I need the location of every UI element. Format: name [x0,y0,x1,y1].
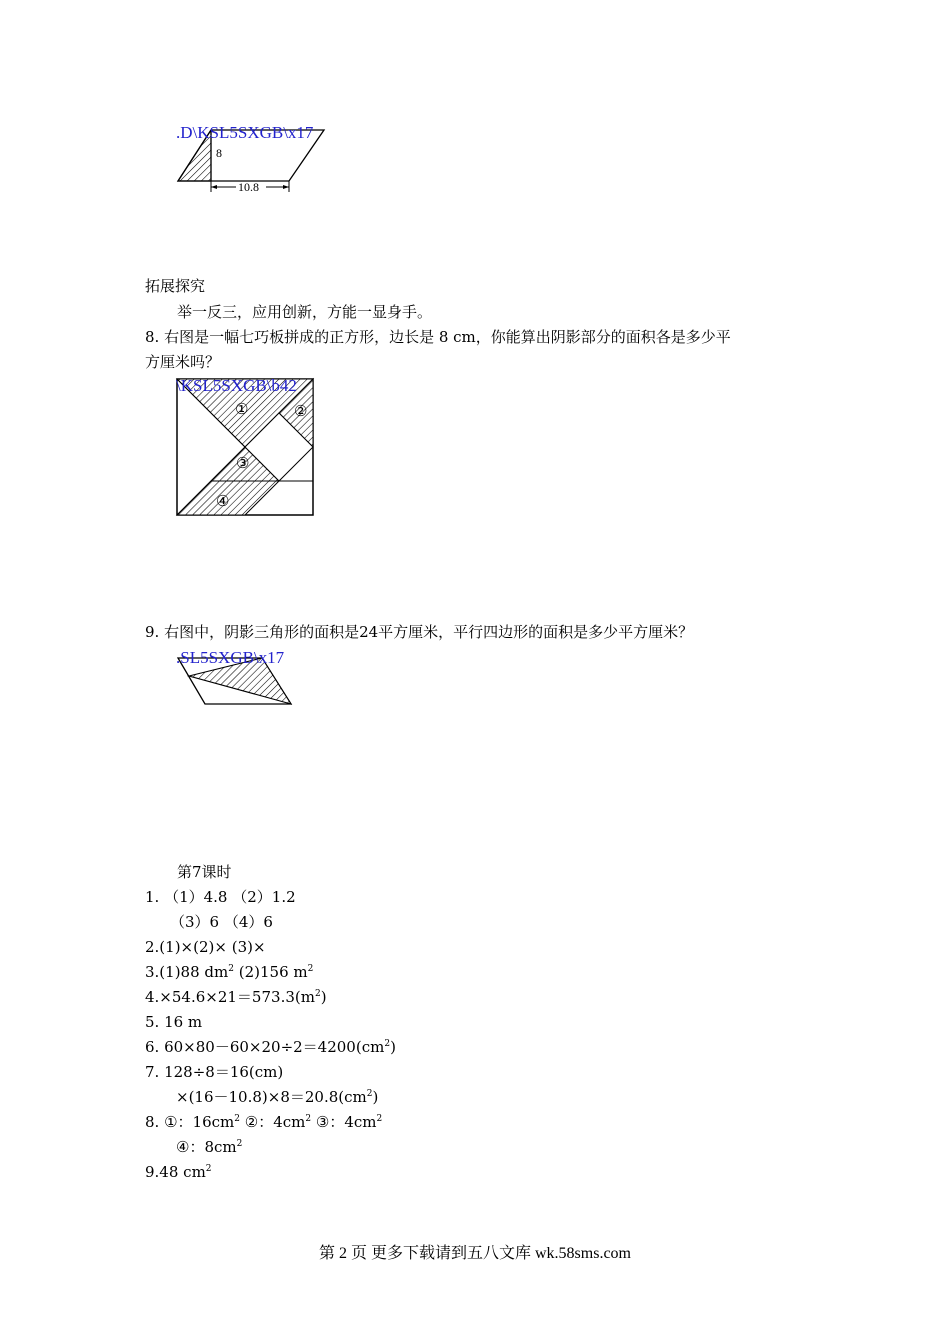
answer-3-exp2: 2 [307,964,314,974]
answer-1-line1: 1. （1）4.8 （2）1.2 [145,888,296,906]
answer-6-part2: ) [390,1038,396,1056]
answer-8-part4: ④：8cm [176,1138,237,1156]
figure3-path-label: .SL5SXGB\x17 [176,648,285,667]
answer-8-part3: ③：4cm [311,1113,377,1131]
answer-8-part1: 8. ①：16cm [145,1113,235,1131]
answer-8-exp2: 2 [305,1114,312,1124]
answer-8-exp4: 2 [236,1139,243,1149]
answer-7-exp: 2 [366,1089,373,1099]
answer-4 [145,987,327,1007]
answer-1-line2: （3）6 （4）6 [170,913,273,931]
answer-8-part2: ②：4cm [239,1113,306,1131]
answer-7-part2: ) [372,1088,379,1106]
question-8-line1: 8. 右图是一幅七巧板拼成的正方形，边长是 8 cm，你能算出阴影部分的面积各是多少平 [145,328,731,346]
answer-9-exp: 2 [205,1164,212,1174]
answer-3-exp1: 2 [228,964,234,974]
page-footer: 第 2 页 更多下载请到五八文库 wk.58sms.com [318,1245,631,1262]
tangram-label-2: ② [294,404,308,420]
answer-6-exp: 2 [384,1039,391,1049]
section-title: 拓展探究 [145,277,206,295]
answer-3-part2: (2)156 m [233,963,308,981]
answer-3 [145,962,313,982]
answer-7-line2 [176,1087,378,1107]
answer-8-line2 [176,1137,242,1157]
question-8-line2: 方厘米吗？ [145,353,221,371]
answer-4-part1: 4.×54.6×21＝573.3(m [145,988,315,1006]
answer-8-exp1: 2 [234,1114,240,1124]
height-label: 8 [216,146,222,160]
answer-4-exp: 2 [314,989,321,999]
question-9: 9. 右图中，阴影三角形的面积是24平方厘米，平行四边形的面积是多少平方厘米？ [145,623,694,641]
answer-6-part1: 6. 60×80－60×20÷2＝4200(cm [145,1038,385,1056]
answer-2: 2.(1)×(2)× (3)× [145,938,266,956]
answer-3-part1: 3.(1)88 dm [145,963,229,981]
tangram-label-4: ④ [216,494,230,510]
answer-7-part1: ×(16－10.8)×8＝20.8(cm [176,1088,367,1106]
answer-8-exp3: 2 [376,1114,383,1124]
tangram-figure [177,379,313,515]
answer-4-part2: ) [320,988,327,1006]
answers-title: 第7课时 [177,863,232,881]
section-subtitle: 举一反三，应用创新，方能一显身手。 [177,303,433,321]
answer-6 [145,1037,396,1057]
answer-5: 5. 16 m [145,1013,203,1031]
tangram-label-3: ③ [236,456,250,472]
answer-7-line1: 7. 128÷8＝16(cm) [145,1063,284,1081]
figure1-path-label: .D\KSL5SXGB\x17 [176,123,314,142]
answer-9 [145,1162,212,1182]
tangram-label-1: ① [235,402,249,418]
figure2-path-label: \KSL5SXGB\b42 [176,376,297,395]
base-label: 10.8 [238,180,259,194]
answer-9-text: 9.48 cm [145,1163,206,1181]
answer-8-line1 [145,1112,382,1132]
